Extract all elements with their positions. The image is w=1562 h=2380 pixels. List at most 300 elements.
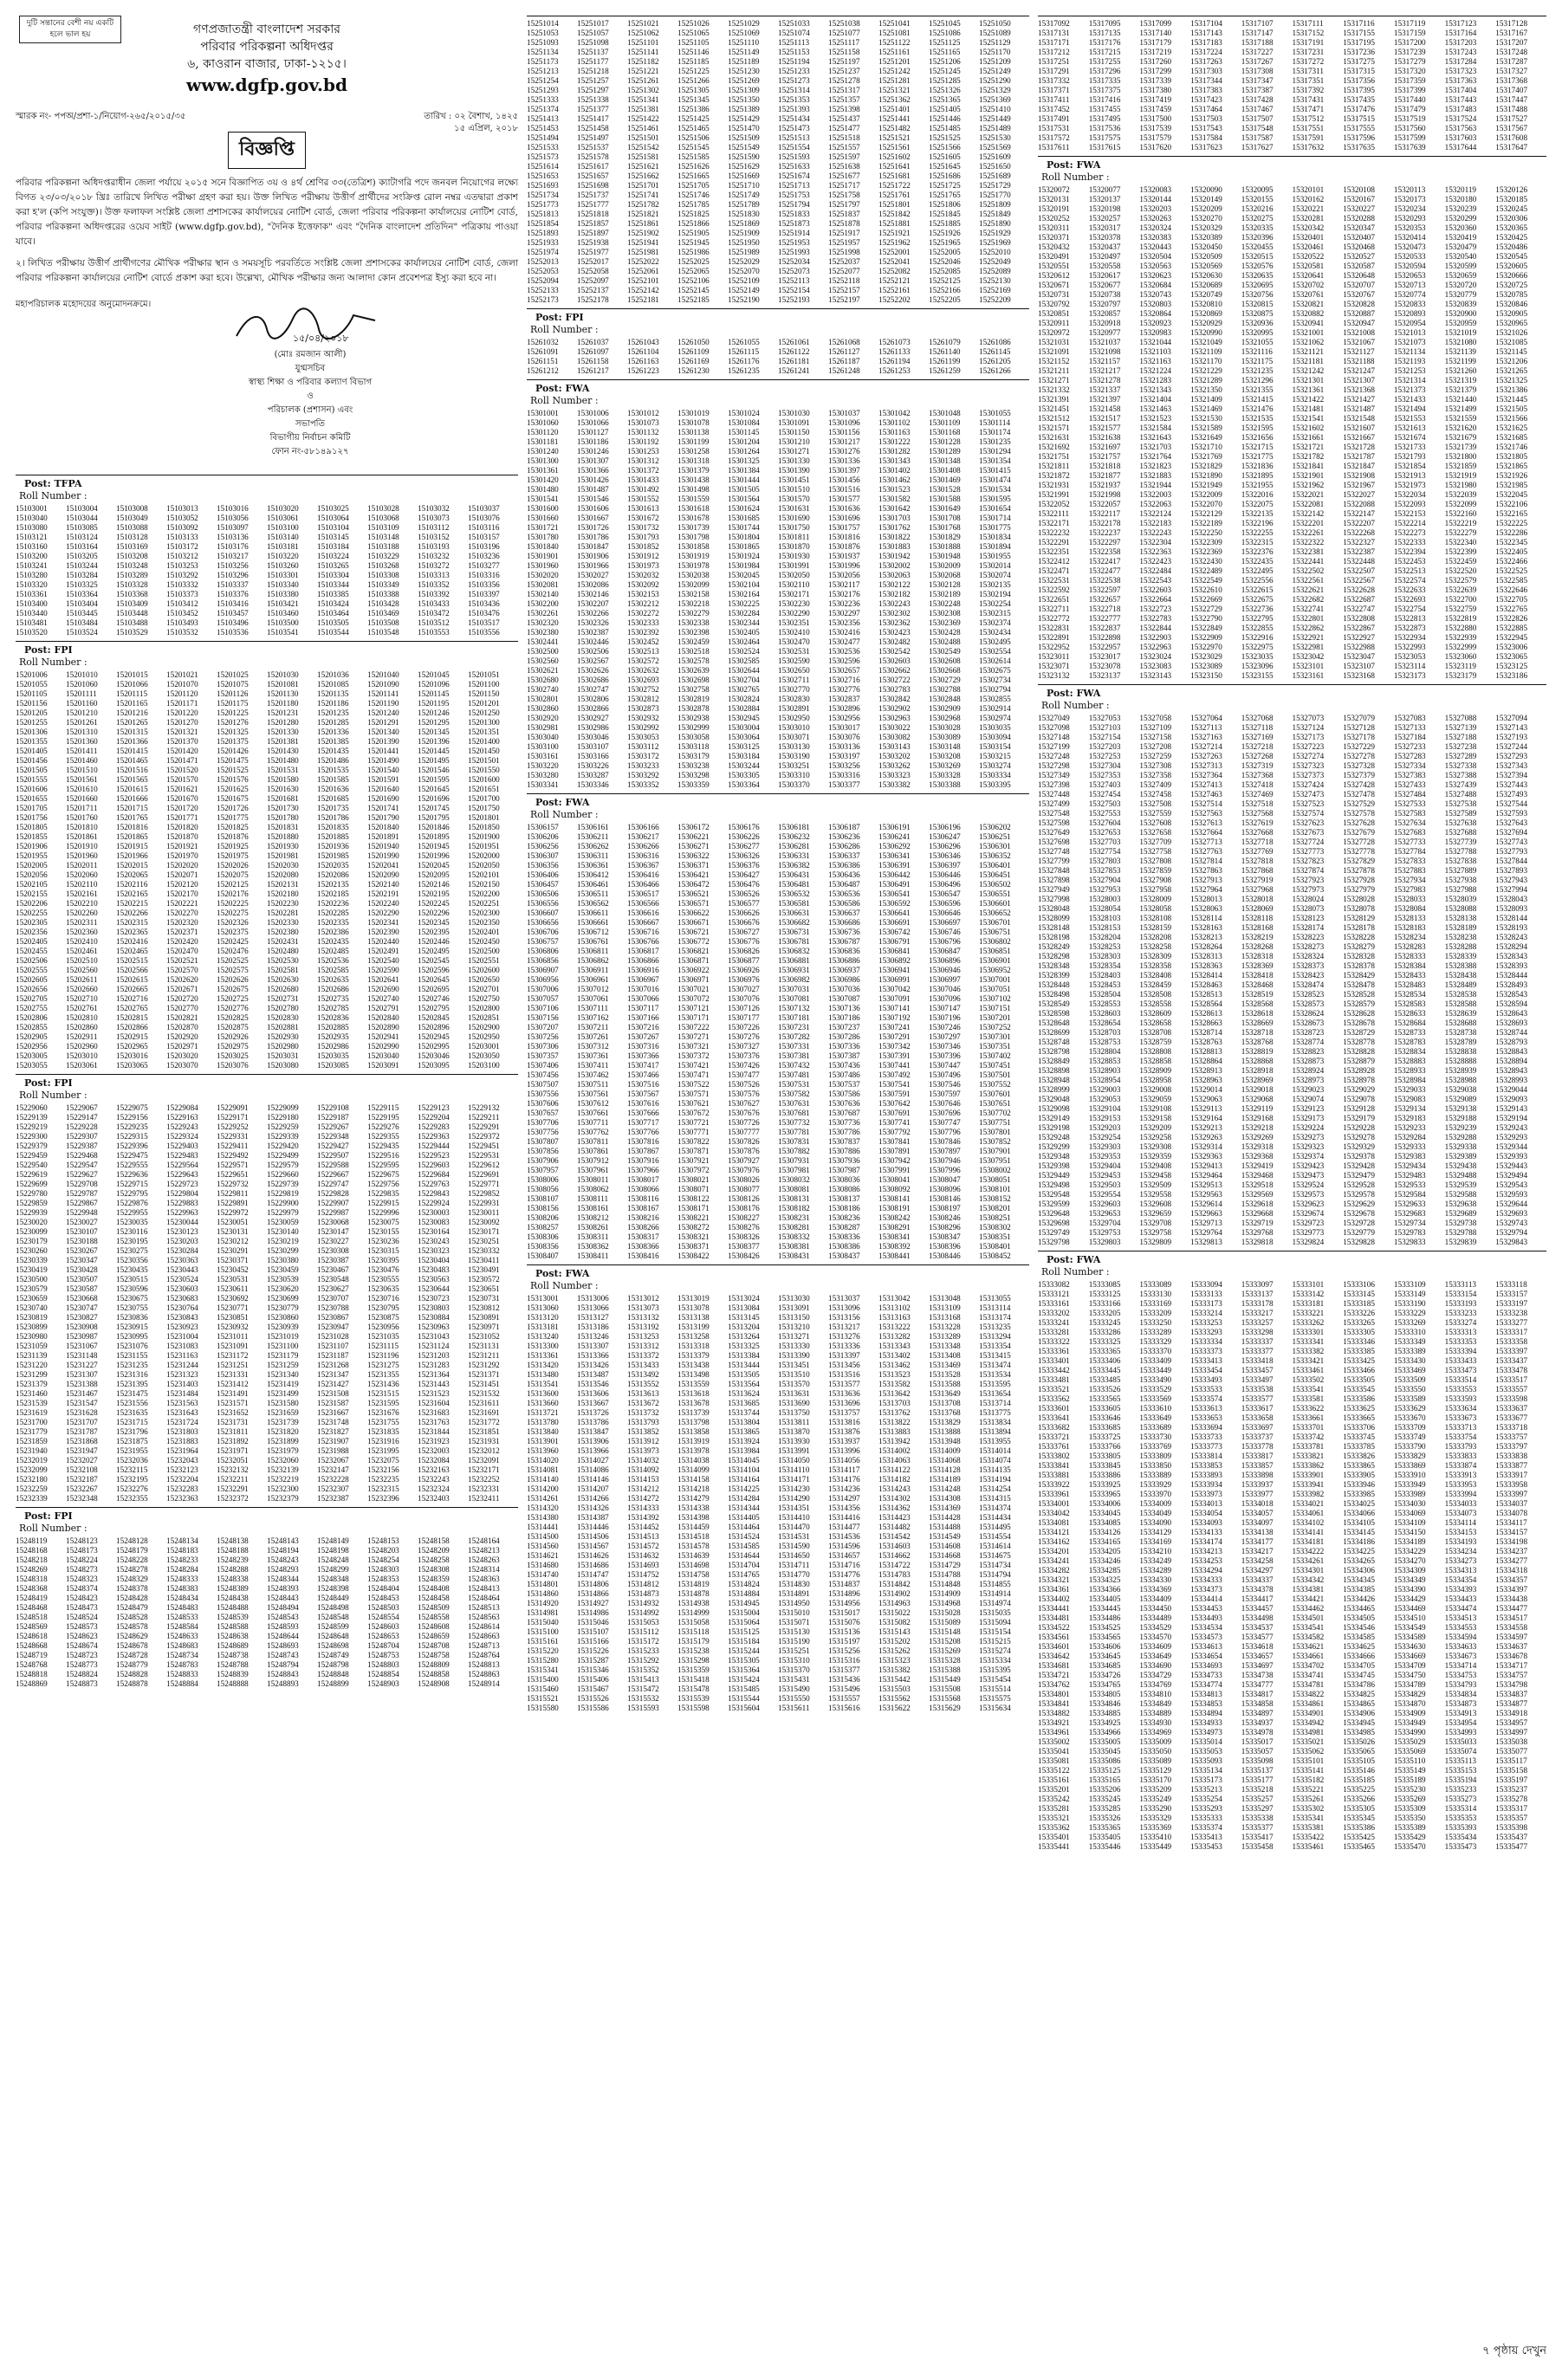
roll-number: 15335281 [1038,1804,1070,1813]
roll-number: 15334594 [1444,1633,1477,1641]
roll-number: 15203046 [418,1051,450,1060]
roll-number: 15306811 [577,947,609,955]
roll-number: 15306637 [828,909,860,917]
roll-number: 15202446 [418,937,450,946]
roll-number: 15229420 [267,1141,299,1150]
roll-number: 15317335 [1088,76,1121,85]
roll-number: 15314356 [828,1504,860,1512]
roll-number: 15321049 [1190,338,1222,346]
roll-number: 15261223 [627,366,659,375]
roll-number: 15329393 [1495,1152,1528,1161]
roll-number: 15306682 [778,918,810,927]
roll-number: 15320401 [1292,233,1325,242]
signature-icon [232,303,379,345]
roll-number: 15321548 [1343,414,1375,423]
roll-number: 15201325 [217,728,249,736]
roll-number: 15329378 [1343,1152,1375,1161]
roll-number: 15251081 [878,29,911,37]
roll-number: 15230915 [116,1323,148,1331]
roll-number: 15307852 [979,1137,1011,1146]
roll-number: 15306886 [828,956,860,965]
roll-number: 15308006 [527,1175,559,1184]
roll-number: 15232115 [116,1465,148,1474]
roll-number: 15320203 [1139,204,1172,213]
roll-number: 15328403 [1088,971,1121,980]
roll-number: 15320095 [1241,185,1274,194]
roll-number: 15306556 [527,899,559,908]
roll-number: 15320317 [1088,223,1121,232]
roll-number: 15248588 [217,1622,249,1631]
roll-number: 15322525 [1495,566,1528,575]
roll-number: 15251033 [778,19,810,28]
roll-number: 15306836 [828,947,860,955]
roll-number: 15308272 [677,1223,710,1232]
roll-number: 15313804 [728,1418,760,1426]
roll-number: 15322765 [1495,605,1528,613]
roll-number: 15201900 [468,832,500,841]
roll-number: 15229555 [116,1161,148,1169]
roll-number: 15334786 [1343,1680,1375,1689]
roll-number: 15302122 [878,580,911,589]
roll-number: 15314585 [728,1542,760,1550]
roll-number: 15308251 [979,1213,1011,1222]
roll-number: 15202485 [317,947,349,955]
roll-number: 15333574 [1190,1394,1222,1403]
roll-number: 15328223 [1292,933,1325,941]
roll-number: 15329708 [1139,1219,1172,1227]
roll-number: 15314698 [677,1561,710,1569]
roll-number: 15302909 [929,704,961,713]
roll-number: 15335141 [1292,1766,1325,1775]
roll-number: 15229859 [16,1199,48,1207]
roll-number: 15229108 [317,1103,349,1112]
roll-number: 15248128 [116,1536,148,1545]
roll-number: 15322075 [1241,500,1274,508]
roll-number: 15313420 [527,1361,559,1369]
roll-number: 15252089 [979,267,1011,275]
roll-number: 15307106 [527,1004,559,1012]
roll-number: 15321643 [1139,433,1172,442]
roll-number: 15203080 [267,1061,299,1070]
roll-number: 15301528 [929,485,961,494]
roll-number: 15329033 [1393,1085,1426,1094]
roll-number: 15327769 [1241,847,1274,856]
roll-number: 15201636 [317,785,349,793]
roll-number: 15321595 [1241,424,1274,432]
roll-number: 15202135 [317,880,349,889]
roll-number: 15307426 [728,1061,760,1070]
roll-number: 15333094 [1190,1280,1222,1289]
roll-number: 15230875 [367,1313,399,1322]
roll-number: 15334001 [1038,1499,1070,1508]
roll-number: 15314675 [979,1551,1011,1560]
roll-number: 15329318 [1241,1142,1274,1151]
roll-number: 15313462 [878,1361,911,1369]
roll-number: 15327514 [1190,799,1222,808]
roll-number: 15313744 [728,1408,760,1417]
roll-number: 15334942 [1292,1718,1325,1727]
roll-number: 15320504 [1139,252,1172,261]
roll-number: 15251086 [929,29,961,37]
roll-number: 15261122 [778,347,810,356]
roll-number: 15251933 [527,238,559,247]
roll-number: 15251437 [828,114,860,123]
roll-number: 15251569 [979,143,1011,152]
roll-number: 15248593 [267,1622,299,1631]
roll-number: 15103508 [367,618,399,627]
roll-number: 15333682 [1038,1423,1070,1432]
roll-number: 15308156 [527,1204,559,1213]
roll-number: 15302950 [778,714,810,722]
roll-number: 15229324 [166,1132,198,1141]
roll-number: 15301570 [778,495,810,503]
roll-number: 15313199 [677,1323,710,1331]
roll-number: 15308426 [728,1251,760,1260]
roll-number: 15231779 [16,1427,48,1436]
roll-number: 15327508 [1139,799,1172,808]
roll-number: 15321181 [1292,357,1324,365]
roll-number: 15229523 [418,1151,450,1160]
roll-number: 15302002 [878,561,911,570]
roll-number: 15333658 [1241,1413,1274,1422]
roll-number: 15202575 [217,966,249,974]
roll-number: 15327334 [1393,761,1426,770]
roll-number: 15231211 [468,1351,500,1360]
roll-number: 15322808 [1343,614,1375,623]
roll-number: 15313732 [627,1408,659,1417]
roll-number: 15261151 [527,357,559,365]
roll-number: 15313991 [778,1446,810,1455]
roll-number: 15335117 [1495,1756,1527,1765]
roll-number: 15308146 [929,1194,961,1203]
roll-number: 15229123 [418,1103,450,1112]
roll-number: 15103097 [217,523,249,532]
roll-number: 15328378 [1343,961,1375,970]
roll-number: 15248828 [116,1670,148,1678]
roll-number: 15301006 [577,409,609,417]
roll-number: 15334618 [1241,1642,1274,1651]
roll-number: 15201630 [267,785,299,793]
roll-number: 15333934 [1190,1480,1222,1489]
roll-number: 15251773 [527,200,559,209]
roll-number: 15315233 [627,1646,659,1655]
roll-number: 15229955 [116,1208,148,1217]
roll-number: 15315490 [778,1685,810,1693]
roll-number: 15335326 [1088,1814,1121,1822]
roll-number: 15202506 [16,956,48,965]
roll-number: 15327193 [1495,733,1528,741]
roll-number: 15321134 [1393,347,1426,356]
roll-number: 15315172 [627,1637,659,1646]
roll-number: 15322291 [1038,538,1070,546]
roll-number: 15103116 [468,523,500,532]
roll-number: 15334265 [1343,1556,1375,1565]
roll-number: 15334273 [1444,1556,1477,1565]
roll-number: 15327473 [1292,790,1325,799]
roll-number: 15306916 [627,966,659,974]
roll-number: 15335278 [1495,1795,1528,1803]
roll-number: 15201336 [317,728,349,736]
roll-number: 15333814 [1190,1452,1222,1460]
roll-number: 15328673 [1292,1019,1325,1027]
roll-number: 15322916 [1241,633,1274,642]
roll-number: 15315316 [828,1656,860,1665]
roll-number: 15251386 [677,105,710,113]
roll-number: 15229948 [66,1208,98,1217]
roll-number: 15314770 [778,1570,810,1579]
post-heading: Post: FPI [24,1510,73,1522]
roll-number: 15317392 [1292,86,1325,94]
roll-number: 15202821 [166,1013,198,1022]
roll-number: 15201820 [166,823,198,831]
roll-number: 15320833 [1393,300,1426,308]
roll-number: 15248428 [116,1594,148,1602]
roll-number: 15202335 [317,918,349,927]
roll-number: 15315256 [828,1646,860,1655]
roll-number: 15322495 [1241,566,1274,575]
roll-number: 15301390 [778,466,810,475]
roll-number: 15314045 [728,1456,760,1465]
roll-number: 15103268 [367,561,399,570]
roll-number: 15103232 [418,552,450,560]
roll-number: 15202815 [116,1013,148,1022]
roll-number: 15317603 [1444,133,1477,142]
roll-number: 15321343 [1139,385,1172,394]
roll-number: 15315388 [929,1665,961,1674]
roll-number: 15229219 [16,1122,48,1131]
roll-number: 15334673 [1444,1652,1477,1660]
roll-number: 15329183 [1393,1114,1426,1122]
roll-number: 15201126 [217,689,249,698]
roll-number: 15202075 [217,870,249,879]
roll-number: 15248413 [468,1584,500,1593]
roll-number: 15317140 [1139,29,1172,37]
roll-number: 15320929 [1190,319,1222,327]
roll-number: 15322063 [1139,500,1172,508]
roll-number: 15306727 [728,928,760,936]
roll-number: 15231659 [267,1408,299,1417]
roll-number: 15329533 [1393,1180,1426,1189]
roll-number: 15261061 [778,338,810,346]
roll-number: 15329008 [1139,1085,1172,1094]
roll-number: 15302063 [878,571,911,579]
roll-number: 15303316 [828,771,860,779]
roll-number: 15301402 [878,466,911,475]
signer-title: যুগ্মসচিব [295,364,326,373]
roll-number: 15248213 [468,1546,500,1555]
roll-number: 15251969 [979,238,1011,247]
roll-number: 15202480 [267,947,299,955]
roll-number: 15334625 [1343,1642,1375,1651]
roll-number: 15333589 [1393,1394,1426,1403]
roll-number: 15301840 [527,542,559,551]
roll-number: 15232171 [468,1465,500,1474]
roll-number: 15320551 [1038,262,1070,270]
roll-number: 15301919 [677,552,710,560]
roll-number: 15308392 [878,1242,911,1251]
roll-number: 15251638 [828,162,860,171]
roll-number: 15322088 [1343,500,1375,508]
column-c [1038,16,1546,1855]
roll-number: 15328343 [1495,952,1528,960]
roll-number: 15103388 [367,590,399,598]
roll-number: 15314608 [929,1542,961,1550]
roll-number: 15328573 [1292,999,1325,1008]
roll-number: 15201085 [317,680,349,689]
roll-number: 15202101 [468,870,500,879]
roll-number: 15103553 [418,628,450,637]
roll-number: 15251170 [979,48,1011,56]
roll-number: 15307631 [778,1099,810,1108]
roll-number: 15333569 [1139,1394,1172,1403]
roll-number: 15322813 [1393,614,1426,623]
roll-number: 15335014 [1190,1737,1222,1746]
roll-number: 15301984 [728,561,760,570]
roll-number: 15201351 [468,728,500,736]
roll-number: 15320815 [1241,300,1274,308]
roll-number: 15335333 [1190,1814,1222,1822]
roll-number: 15313372 [627,1351,659,1360]
roll-number: 15315521 [527,1694,559,1703]
roll-number: 15327428 [1343,780,1375,789]
roll-number: 15334397 [1495,1585,1528,1594]
roll-number: 15251477 [828,124,860,133]
roll-number: 15103208 [116,552,148,560]
roll-number: 15334205 [1088,1547,1121,1555]
roll-number: 15329768 [1241,1228,1274,1237]
website-link[interactable]: www.dgfp.gov.bd [186,74,347,95]
roll-number: 15251749 [728,191,760,199]
roll-number: 15203031 [267,1051,299,1060]
roll-number: 15333565 [1088,1394,1121,1403]
roll-number: 15334709 [1393,1661,1426,1670]
roll-number: 15202095 [418,870,450,879]
roll-number: 15329093 [1495,1095,1528,1103]
roll-number: 15202935 [317,1032,349,1041]
roll-number: 15329063 [1190,1095,1222,1103]
roll-number: 15301523 [878,485,911,494]
roll-number: 15307216 [627,1023,659,1032]
roll-number: 15333490 [1139,1375,1172,1384]
roll-number: 15202611 [66,975,98,984]
roll-number: 15231667 [317,1408,349,1417]
roll-number: 15334150 [1393,1528,1426,1536]
roll-number: 15317287 [1495,57,1528,66]
roll-number: 15334081 [1038,1518,1070,1527]
roll-number: 15306262 [577,842,609,850]
roll-number: 15303179 [677,752,710,760]
roll-number: 15320671 [1038,281,1070,289]
roll-number: 15252053 [527,267,559,275]
roll-number: 15335377 [1241,1823,1274,1832]
roll-number: 15308257 [527,1223,559,1232]
roll-number: 15231539 [16,1399,48,1407]
roll-number: 15333421 [1292,1356,1325,1365]
roll-number: 15307046 [929,985,961,993]
roll-number: 15333826 [1343,1452,1375,1460]
roll-number: 15313505 [728,1370,760,1379]
roll-number: 15301631 [778,504,810,513]
roll-number: 15306766 [627,937,659,946]
roll-number: 15202765 [116,1004,148,1012]
roll-number: 15201925 [217,842,249,850]
roll-number: 15334517 [1495,1614,1528,1622]
roll-number: 15301462 [878,475,911,484]
roll-number: 15103445 [66,609,98,618]
roll-number: 15329638 [1444,1200,1477,1208]
roll-number: 15334973 [1190,1728,1222,1736]
roll-number: 15201105 [16,689,48,698]
roll-number: 15248179 [116,1546,148,1555]
roll-number: 15301714 [979,514,1011,522]
roll-number: 15103040 [16,514,48,522]
roll-number: 15201066 [116,680,148,689]
roll-number: 15334534 [1190,1623,1222,1632]
roll-number: 15231340 [267,1370,299,1379]
roll-number: 15306847 [929,947,961,955]
roll-number: 15320972 [1038,328,1070,337]
roll-number: 15328153 [1088,923,1121,932]
roll-number: 15317308 [1241,67,1274,75]
roll-number: 15303197 [828,752,860,760]
roll-number: 15314050 [778,1456,810,1465]
roll-number: 15313222 [878,1323,911,1331]
roll-number: 15314117 [828,1465,860,1474]
roll-number: 15313894 [979,1427,1011,1436]
roll-number: 15229547 [66,1161,98,1169]
roll-number: 15328678 [1343,1019,1375,1027]
roll-number: 15329464 [1190,1171,1222,1180]
roll-number: 15248198 [317,1546,349,1555]
roll-number: 15333742 [1292,1433,1325,1441]
roll-number: 15334546 [1343,1623,1375,1632]
roll-number: 15328793 [1495,1038,1528,1046]
roll-number: 15327113 [1190,723,1222,732]
roll-number: 15302416 [828,628,860,637]
roll-number: 15327488 [1444,790,1477,799]
roll-number: 15313888 [929,1427,961,1436]
roll-number: 15303028 [929,723,961,732]
roll-number: 15201580 [267,775,299,784]
roll-number: 15201970 [166,851,198,860]
roll-number: 15229588 [317,1161,349,1169]
roll-number: 15320515 [1241,252,1274,261]
roll-number: 15317627 [1241,143,1274,152]
roll-number: 15333805 [1088,1452,1121,1460]
roll-number: 15327653 [1088,828,1121,837]
roll-number: 15335113 [1444,1756,1477,1765]
roll-number: 15248858 [418,1670,450,1678]
roll-number: 15229204 [418,1113,450,1122]
roll-number: 15329749 [1038,1228,1070,1237]
roll-number: 15308152 [979,1194,1011,1203]
roll-number: 15307831 [778,1137,810,1146]
roll-number: 15333509 [1393,1375,1426,1384]
roll-number: 15328174 [1292,923,1325,932]
roll-number: 15333994 [1444,1490,1477,1498]
roll-number: 15230075 [367,1218,399,1226]
roll-number: 15231796 [116,1427,148,1436]
roll-number: 15315053 [627,1618,659,1627]
roll-section [527,793,1029,1261]
roll-number: 15322363 [1139,547,1172,556]
roll-number: 15202431 [267,937,299,946]
roll-number: 15302356 [828,618,860,627]
roll-number: 15327763 [1190,847,1222,856]
roll-number: 15314423 [878,1513,911,1522]
roll-number: 15232204 [166,1475,198,1484]
roll-number: 15302477 [828,637,860,646]
